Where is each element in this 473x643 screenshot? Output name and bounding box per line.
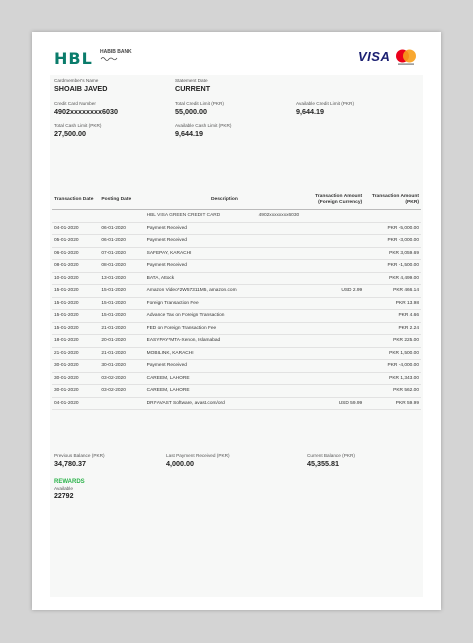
current-balance-value: 45,355.81 xyxy=(307,459,339,468)
rewards-value: 22792 xyxy=(54,493,74,500)
statement-header xyxy=(32,32,441,72)
description-cell: Payment Received xyxy=(145,235,305,248)
card-product-number: 4902xxxxxxxx6030 xyxy=(258,213,300,219)
foreign-amount-cell xyxy=(304,260,364,273)
amount-pkr-cell: PKR -4,000.00 xyxy=(364,360,421,373)
posting-date-cell: 20-01-2020 xyxy=(99,335,144,348)
last-payment-field xyxy=(166,453,230,468)
table-row xyxy=(52,310,421,323)
hbl-urdu-logotype-icon xyxy=(100,56,118,61)
table-row xyxy=(52,260,421,273)
total-cash-field xyxy=(54,123,101,138)
table-row xyxy=(52,285,421,298)
col-foreign-amount: Transaction Amount (Foreign Currency) xyxy=(304,191,364,210)
description-cell: DRI*AVAST Software, avast.com/ord xyxy=(145,397,305,410)
posting-date-cell: 06-01-2020 xyxy=(99,222,144,235)
posting-date-cell: 21-01-2020 xyxy=(99,347,144,360)
hbl-logo-bank-name: HABIB BANK xyxy=(100,49,132,55)
description-cell: Payment Received xyxy=(145,260,305,273)
statement-date-field xyxy=(175,78,210,93)
total-cash-label: Total Cash Limit (PKR) xyxy=(54,123,102,128)
available-credit-field xyxy=(296,101,354,116)
description-cell: CAREEM, LAHORE xyxy=(145,385,305,398)
rewards-available-label: Available xyxy=(54,486,73,491)
total-credit-field xyxy=(175,101,224,116)
description-cell: MOBILINK, KARACHI xyxy=(145,347,305,360)
transaction-date-cell: 15-01-2020 xyxy=(52,297,99,310)
table-row xyxy=(52,222,421,235)
rewards-title: REWARDS xyxy=(54,479,85,485)
description-cell: Payment Received xyxy=(145,222,305,235)
amount-pkr-cell: PKR 1,343.00 xyxy=(364,372,421,385)
col-transaction-date: Transaction Date xyxy=(52,191,99,210)
description-cell: Payment Received xyxy=(145,360,305,373)
total-credit-label: Total Credit Limit (PKR) xyxy=(175,101,224,106)
amount-pkr-cell: PKR 59.99 xyxy=(364,397,421,410)
transaction-date-cell: 08-01-2020 xyxy=(52,260,99,273)
available-cash-value: 9,644.19 xyxy=(175,129,203,138)
foreign-amount-cell xyxy=(304,297,364,310)
amount-pkr-cell: PKR 13.98 xyxy=(364,297,421,310)
foreign-amount-cell: USD 59.99 xyxy=(304,397,364,410)
transactions-table xyxy=(52,191,421,410)
amount-pkr-cell: PKR 466.14 xyxy=(364,285,421,298)
amount-pkr-cell: PKR 4.66 xyxy=(364,310,421,323)
last-payment-value: 4,000.00 xyxy=(166,459,194,468)
foreign-amount-cell xyxy=(304,372,364,385)
amount-pkr-cell: PKR -3,000.00 xyxy=(364,235,421,248)
foreign-amount-cell xyxy=(304,385,364,398)
cardmember-value: SHOAIB JAVED xyxy=(54,84,108,93)
foreign-amount-cell xyxy=(304,247,364,260)
posting-date-cell: 15-01-2020 xyxy=(99,297,144,310)
available-credit-value: 9,644.19 xyxy=(296,107,324,116)
description-cell: Amazon Video*2W57311M5, amazon.com xyxy=(145,285,305,298)
foreign-amount-cell xyxy=(304,272,364,285)
transaction-date-cell: 10-01-2020 xyxy=(52,272,99,285)
posting-date-cell: 07-01-2020 xyxy=(99,247,144,260)
last-payment-label: Last Payment Received (PKR) xyxy=(166,453,230,458)
foreign-amount-cell xyxy=(304,360,364,373)
col-amount-pkr: Transaction Amount (PKR) xyxy=(364,191,421,210)
mastercard-logo-icon xyxy=(394,48,418,66)
foreign-amount-cell xyxy=(304,347,364,360)
statement-content xyxy=(50,75,423,597)
transaction-date-cell: 04-01-2020 xyxy=(52,397,99,410)
transaction-date-cell: 15-01-2020 xyxy=(52,310,99,323)
table-row xyxy=(52,372,421,385)
posting-date-cell: 15-01-2020 xyxy=(99,310,144,323)
available-cash-label: Available Cash Limit (PKR) xyxy=(175,123,232,128)
card-product-name: HBL VISA GREEN CREDIT CARD xyxy=(146,213,221,219)
statement-date-label: Statement Date xyxy=(175,78,208,83)
description-cell: BATA, Attock xyxy=(145,272,305,285)
foreign-amount-cell: USD 2.99 xyxy=(304,285,364,298)
description-cell: EASYPAY*MTA-Xenon, Islamabad xyxy=(145,335,305,348)
card-info-row xyxy=(52,210,421,223)
cardmember-label: Cardmember's Name xyxy=(54,78,99,83)
posting-date-cell: 13-01-2020 xyxy=(99,272,144,285)
previous-balance-field xyxy=(54,453,105,468)
col-posting-date: Posting Date xyxy=(99,191,144,210)
table-row xyxy=(52,360,421,373)
card-number-field xyxy=(54,101,118,116)
description-cell: Advance Tax on Foreign Transaction xyxy=(145,310,305,323)
posting-date-cell: 03-02-2020 xyxy=(99,372,144,385)
table-row xyxy=(52,385,421,398)
posting-date-cell: 06-01-2020 xyxy=(99,235,144,248)
foreign-amount-cell xyxy=(304,222,364,235)
available-credit-label: Available Credit Limit (PKR) xyxy=(296,101,355,106)
description-cell: FED on Foreign Transaction Fee xyxy=(145,322,305,335)
table-row xyxy=(52,322,421,335)
posting-date-cell: 03-02-2020 xyxy=(99,385,144,398)
table-row xyxy=(52,335,421,348)
posting-date-cell: 30-01-2020 xyxy=(99,360,144,373)
transaction-date-cell: 30-01-2020 xyxy=(52,372,99,385)
cardmember-field xyxy=(54,78,107,93)
transaction-date-cell: 04-01-2020 xyxy=(52,222,99,235)
amount-pkr-cell: PKR -1,500.00 xyxy=(364,260,421,273)
table-row xyxy=(52,247,421,260)
visa-logo: VISA xyxy=(358,49,391,64)
statement-page xyxy=(32,32,441,610)
transaction-date-cell: 06-01-2020 xyxy=(52,247,99,260)
available-cash-field xyxy=(175,123,231,138)
table-row xyxy=(52,272,421,285)
current-balance-field xyxy=(307,453,355,468)
transaction-date-cell: 30-01-2020 xyxy=(52,360,99,373)
col-description: Description xyxy=(145,191,305,210)
foreign-amount-cell xyxy=(304,335,364,348)
foreign-amount-cell xyxy=(304,310,364,323)
transaction-date-cell: 15-01-2020 xyxy=(52,322,99,335)
card-number-value: 4902xxxxxxxx6030 xyxy=(54,107,118,116)
foreign-amount-cell xyxy=(304,235,364,248)
table-row xyxy=(52,347,421,360)
total-credit-value: 55,000.00 xyxy=(175,107,207,116)
hbl-logo: HBL xyxy=(54,49,93,68)
table-row xyxy=(52,297,421,310)
description-cell: SAFEPAY, KARACHI xyxy=(145,247,305,260)
statement-date-value: CURRENT xyxy=(175,84,211,93)
card-info-cell xyxy=(145,210,365,223)
total-cash-value: 27,500.00 xyxy=(54,129,86,138)
transaction-date-cell: 05-01-2020 xyxy=(52,235,99,248)
amount-pkr-cell: PKR 3,059.69 xyxy=(364,247,421,260)
table-row xyxy=(52,235,421,248)
amount-pkr-cell: PKR -5,000.00 xyxy=(364,222,421,235)
transaction-date-cell: 21-01-2020 xyxy=(52,347,99,360)
posting-date-cell xyxy=(99,397,144,410)
previous-balance-value: 34,780.37 xyxy=(54,459,86,468)
previous-balance-label: Previous Balance (PKR) xyxy=(54,453,105,458)
description-cell: Foreign Transaction Fee xyxy=(145,297,305,310)
table-header-row xyxy=(52,191,421,210)
amount-pkr-cell: PKR 4,499.00 xyxy=(364,272,421,285)
transaction-date-cell: 15-01-2020 xyxy=(52,285,99,298)
posting-date-cell: 08-01-2020 xyxy=(99,260,144,273)
transaction-date-cell: 18-01-2020 xyxy=(52,335,99,348)
transaction-date-cell: 30-01-2020 xyxy=(52,385,99,398)
amount-pkr-cell: PKR 2.24 xyxy=(364,322,421,335)
table-row xyxy=(52,397,421,410)
amount-pkr-cell: PKR 562.00 xyxy=(364,385,421,398)
description-cell: CAREEM, LAHORE xyxy=(145,372,305,385)
current-balance-label: Current Balance (PKR) xyxy=(307,453,355,458)
card-number-label: Credit Card Number xyxy=(54,101,96,106)
posting-date-cell: 21-01-2020 xyxy=(99,322,144,335)
amount-pkr-cell: PKR 225.00 xyxy=(364,335,421,348)
foreign-amount-cell xyxy=(304,322,364,335)
posting-date-cell: 15-01-2020 xyxy=(99,285,144,298)
amount-pkr-cell: PKR 1,500.00 xyxy=(364,347,421,360)
